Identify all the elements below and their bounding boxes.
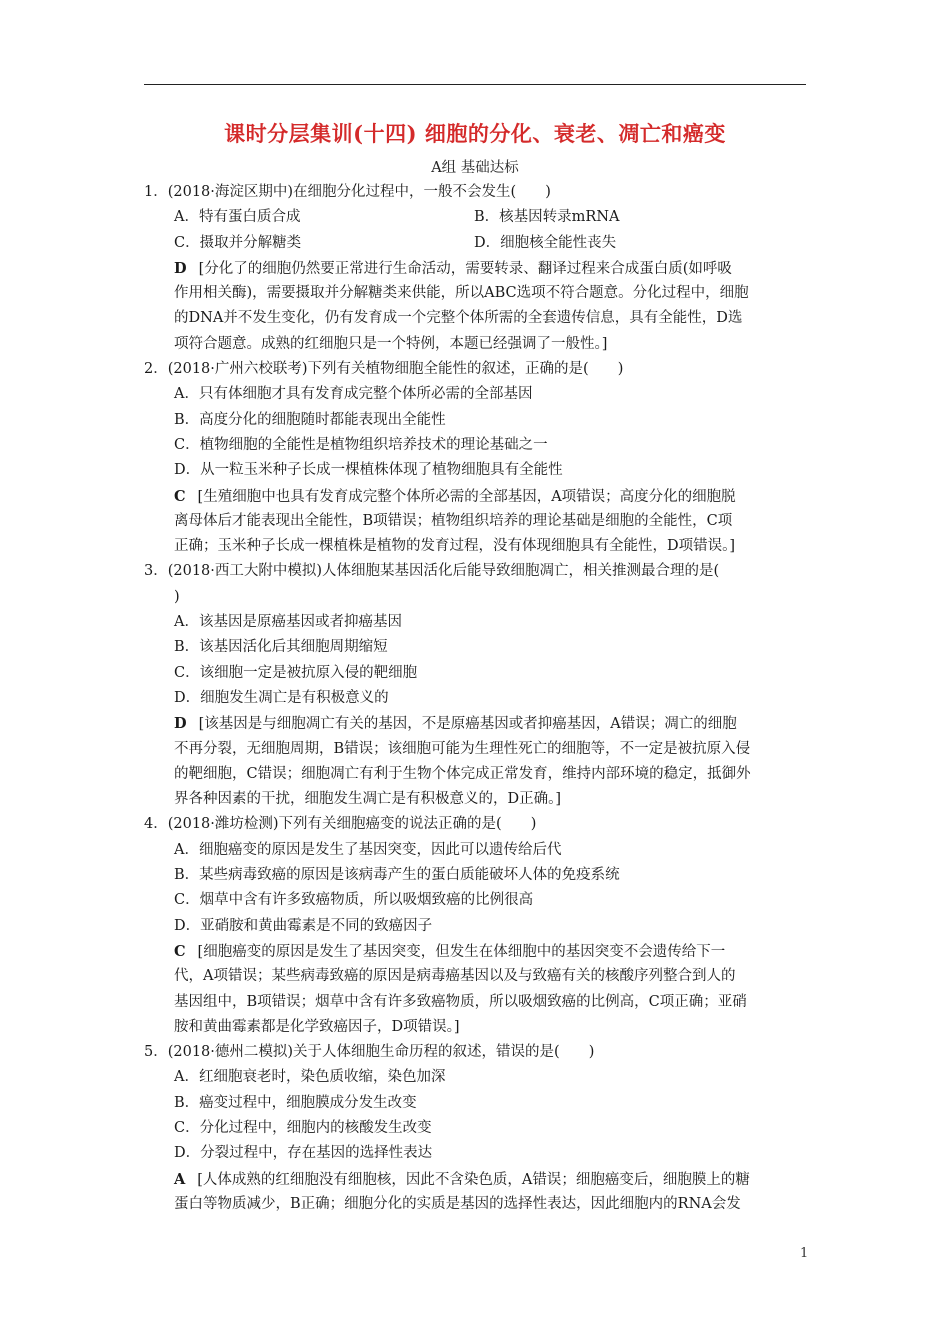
explanation-line: 基因组中，B项错误；烟草中含有许多致癌物质，所以吸烟致癌的比例高，C项正确；亚硝 [174,993,747,1010]
question-item [144,180,812,357]
answer-line [144,939,812,964]
option-a: A．特有蛋白质合成 [174,209,301,226]
answer-key: C [174,487,186,505]
answer-line [144,256,812,281]
question-item [144,812,812,1040]
option-a: A．该基因是原癌基因或者抑癌基因 [174,614,402,631]
option-b: B．癌变过程中，细胞膜成分发生改变 [174,1094,417,1111]
answer-key: D [174,259,187,277]
option-b: B．该基因活化后其细胞周期缩短 [174,639,388,656]
option-c: C．分化过程中，细胞内的核酸发生改变 [174,1119,432,1136]
option-d: D．分裂过程中，存在基因的选择性表达 [174,1145,433,1162]
question-stem: 4．(2018·潍坊检测)下列有关细胞癌变的说法正确的是( ) [144,816,537,833]
answer-line [144,484,812,509]
question-item [144,357,812,559]
explanation-line: 作用相关酶)，需要摄取并分解糖类来供能，所以ABC选项不符合题意。分化过程中，细胞 [174,285,749,302]
answer-key: A [174,1170,186,1188]
page-number: 1 [800,1246,809,1261]
option-b: B．某些病毒致癌的原因是该病毒产生的蛋白质能破坏人体的免疫系统 [174,867,620,884]
question-stem-cont: ) [174,588,180,605]
question-list [144,180,812,1217]
option-c: C．该细胞一定是被抗原入侵的靶细胞 [174,664,418,681]
answer-line [144,1167,812,1192]
option-d: D．细胞核全能性丧失 [474,234,617,251]
section-heading: A组 基础达标 [431,160,519,176]
option-d: D．亚硝胺和黄曲霉素是不同的致癌因子 [174,917,433,934]
option-c: C．烟草中含有许多致癌物质，所以吸烟致癌的比例很高 [174,892,534,909]
question-stem: 3．(2018·西工大附中模拟)人体细胞某基因活化后能导致细胞凋亡，相关推测最合理的是( [144,563,720,580]
option-d: D．从一粒玉米种子长成一棵植株体现了植物细胞具有全能性 [174,462,563,479]
explanation-line: 界各种因素的干扰，细胞发生凋亡是有积极意义的，D正确。] [174,791,562,808]
page-title: 课时分层集训(十四) 细胞的分化、衰老、凋亡和癌变 [224,121,726,146]
question-stem: 2．(2018·广州六校联考)下列有关植物细胞全能性的叙述，正确的是( ) [144,361,624,378]
option-row [144,231,812,256]
explanation-text: [细胞癌变的原因是发生了基因突变，但发生在体细胞中的基因突变不会遗传给下一 [197,943,726,960]
explanation-line: 正确；玉米种子长成一棵植株是植物的发育过程，没有体现细胞具有全能性，D项错误。] [174,538,736,555]
option-a: A．细胞癌变的原因是发生了基因突变，因此可以遗传给后代 [174,841,562,858]
option-d: D．细胞发生凋亡是有积极意义的 [174,689,389,706]
explanation-line: 胺和黄曲霉素都是化学致癌因子，D项错误。] [174,1018,460,1035]
explanation-line: 不再分裂，无细胞周期，B错误；该细胞可能为生理性死亡的细胞等，不一定是被抗原入侵 [174,740,751,757]
option-a: A．红细胞衰老时，染色质收缩，染色加深 [174,1069,446,1086]
explanation-line: 离母体后才能表现出全能性，B项错误；植物组织培养的理论基础是细胞的全能性，C项 [174,512,733,529]
answer-key: C [174,942,186,960]
question-stem: 1．(2018·海淀区期中)在细胞分化过程中，一般不会发生( ) [144,184,551,200]
explanation-line: 的靶细胞，C错误；细胞凋亡有利于生物个体完成正常发育，维持内部环境的稳定，抵御外 [174,765,751,782]
option-c: C．摄取并分解糖类 [174,234,302,251]
answer-line [144,711,812,736]
explanation-line: 项符合题意。成熟的红细胞只是一个特例，本题已经强调了一般性。] [174,335,608,352]
option-c: C．植物细胞的全能性是植物组织培养技术的理论基础之一 [174,436,548,453]
explanation-text: [人体成熟的红细胞没有细胞核，因此不含染色质，A错误；细胞癌变后，细胞膜上的糖 [197,1171,750,1188]
explanation-text: [分化了的细胞仍然要正常进行生命活动，需要转录、翻译过程来合成蛋白质(如呼吸 [198,260,732,277]
option-a: A．只有体细胞才具有发育成完整个体所必需的全部基因 [174,386,533,403]
explanation-line: 的DNA并不发生变化，仍有发育成一个完整个体所需的全套遗传信息，具有全能性，D选 [174,310,743,327]
explanation-text: [该基因是与细胞凋亡有关的基因，不是原癌基因或者抑癌基因，A错误；凋亡的细胞 [198,716,737,733]
question-item [144,559,812,812]
option-row [144,205,812,230]
answer-key: D [174,715,187,733]
header-rule [144,84,806,85]
explanation-line: 蛋白等物质减少，B正确；细胞分化的实质是基因的选择性表达，因此细胞内的RNA会发 [174,1195,741,1212]
question-item [144,1040,812,1217]
explanation-text: [生殖细胞中也具有发育成完整个体所必需的全部基因，A项错误；高度分化的细胞脱 [197,488,736,505]
question-stem: 5．(2018·德州二模拟)关于人体细胞生命历程的叙述，错误的是( ) [144,1044,595,1061]
explanation-line: 代，A项错误；某些病毒致癌的原因是病毒癌基因以及与致癌有关的核酸序列整合到人的 [174,968,736,985]
option-b: B．高度分化的细胞随时都能表现出全能性 [174,411,446,428]
option-b: B．核基因转录mRNA [474,209,620,226]
